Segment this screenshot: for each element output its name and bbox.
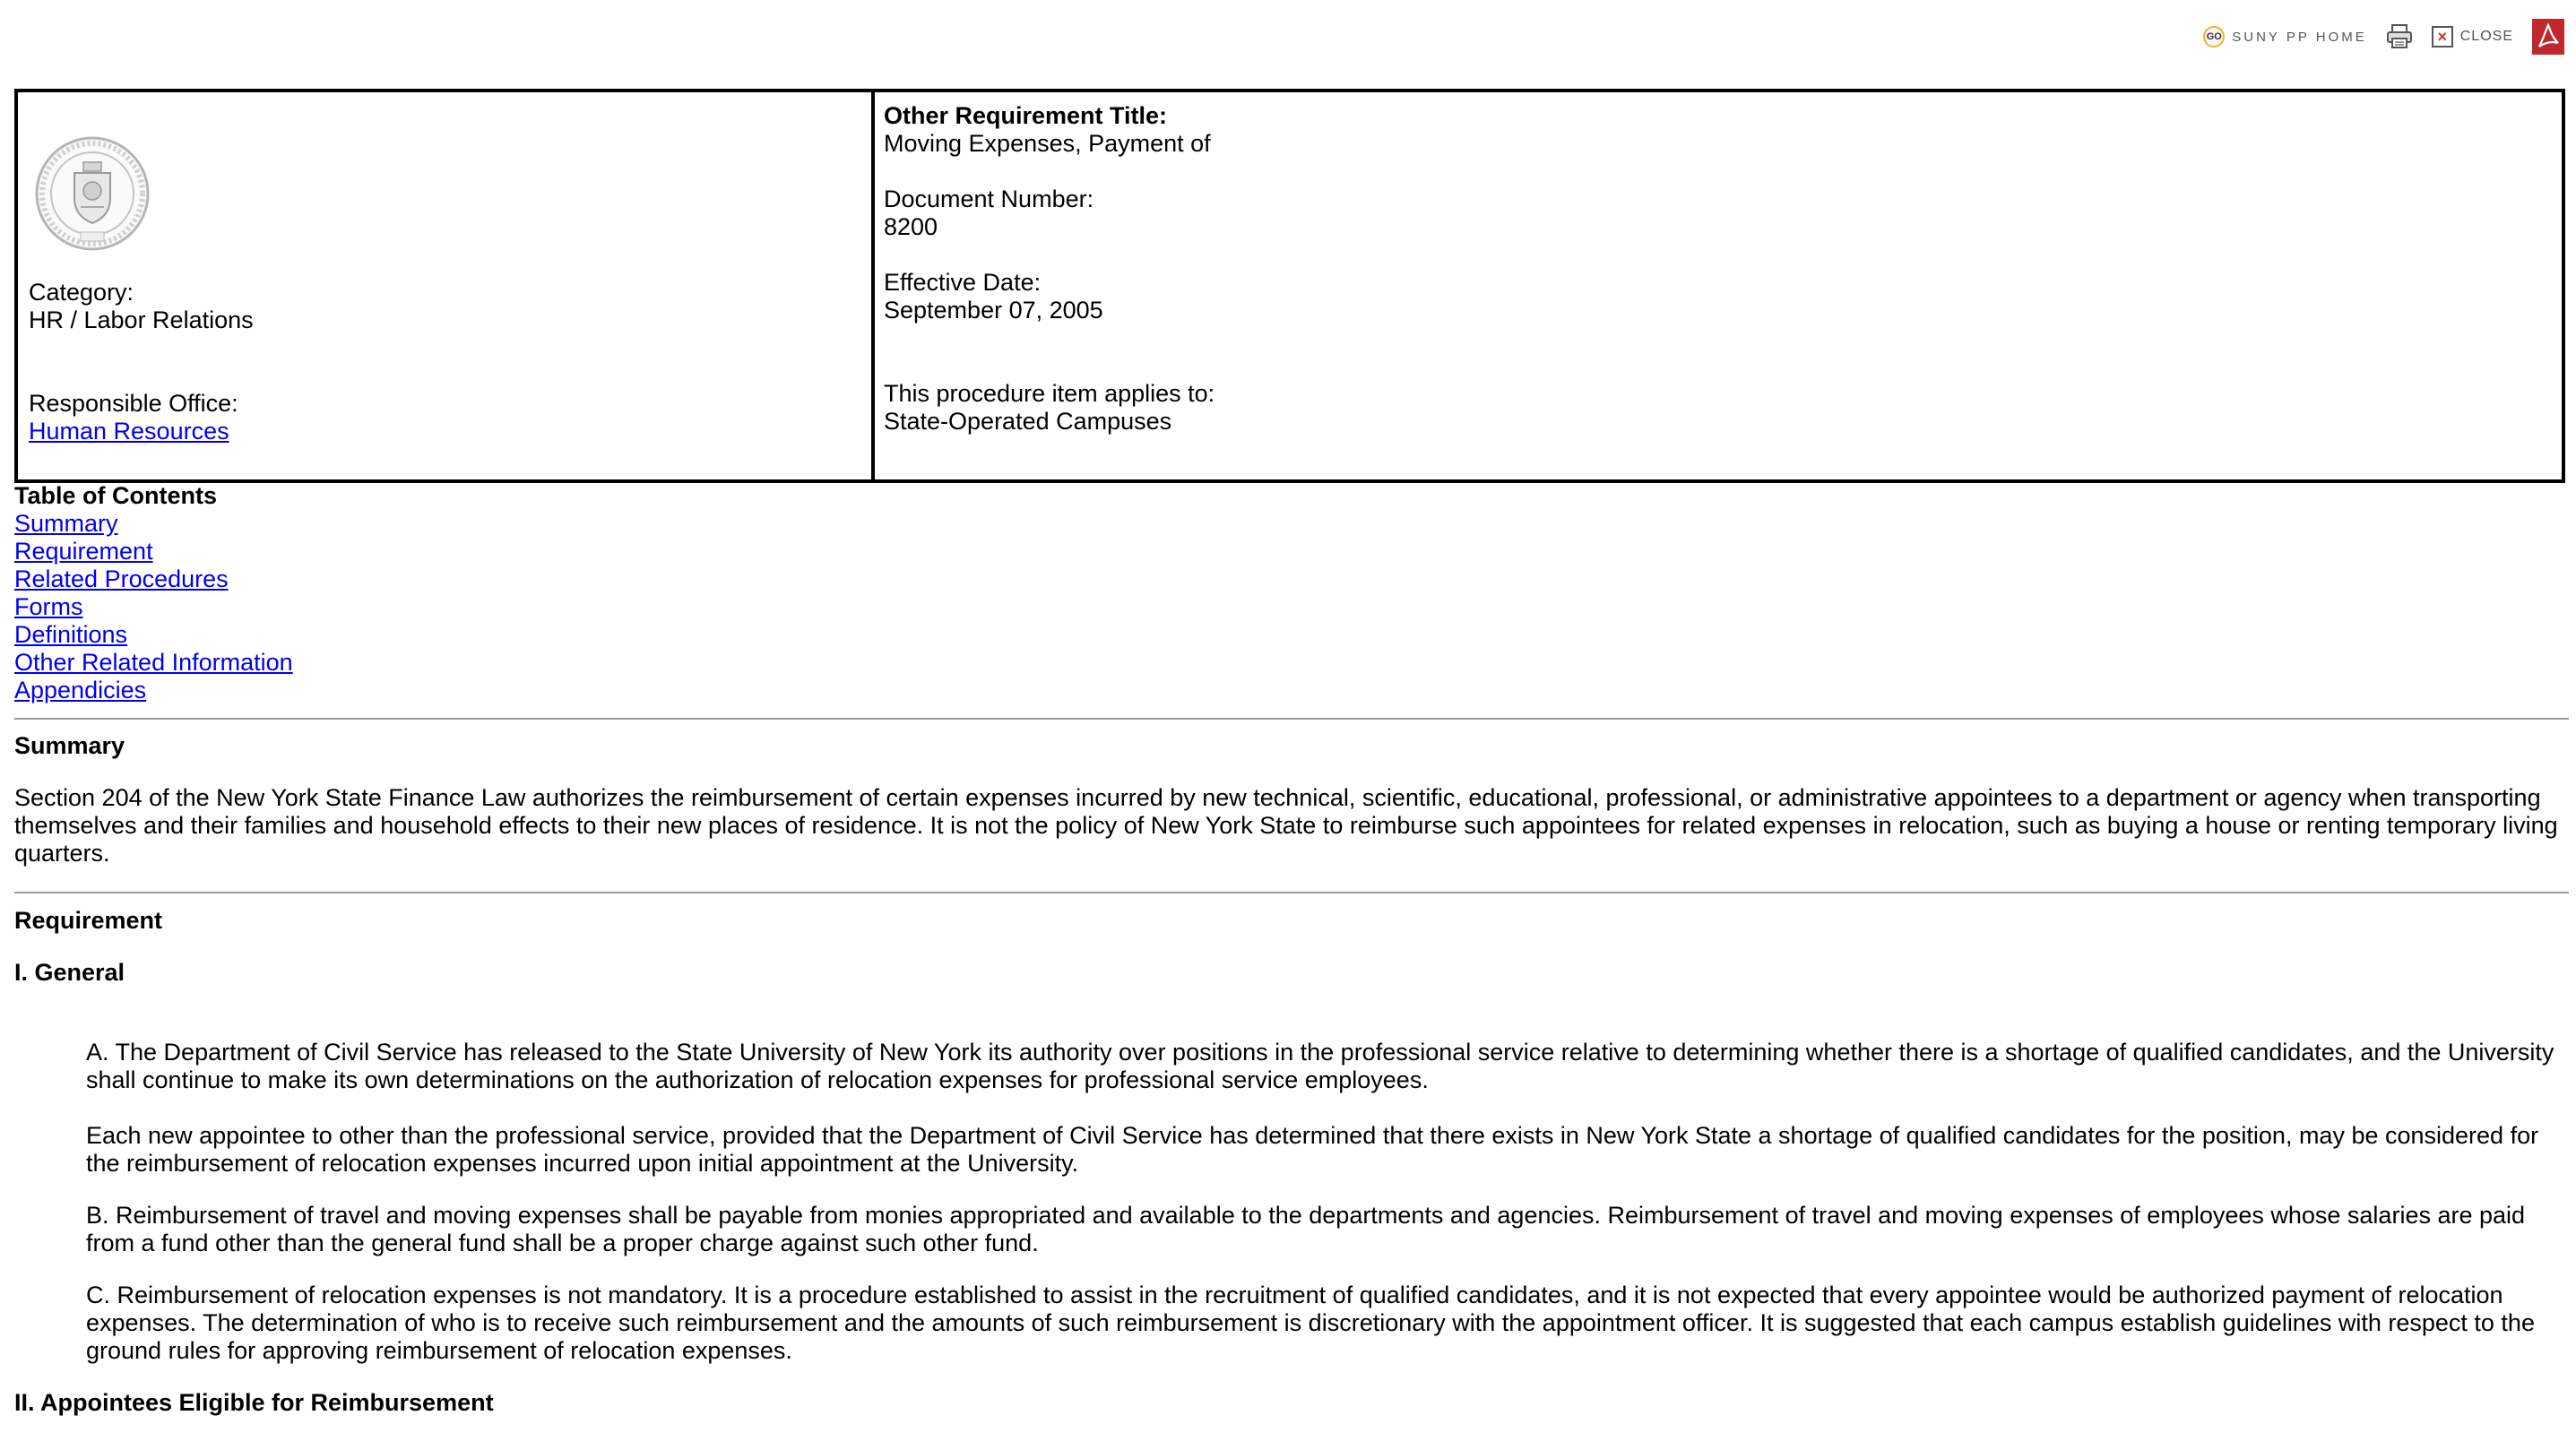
go-home-icon: GO xyxy=(2203,26,2225,47)
toc-link-related-procedures[interactable]: Related Procedures xyxy=(14,565,229,592)
document-header-box xyxy=(14,89,2565,483)
toc-item xyxy=(14,677,2569,704)
effective-date-block xyxy=(884,269,1103,324)
top-toolbar xyxy=(2203,16,2565,57)
document-number-label: Document Number: xyxy=(884,186,1094,212)
title-block xyxy=(884,102,1211,158)
requirement-heading: Requirement xyxy=(14,907,163,934)
document-number-value: 8200 xyxy=(884,213,938,240)
suny-pp-home-button[interactable] xyxy=(2203,26,2366,47)
applies-to-label: This procedure item applies to: xyxy=(884,380,1215,407)
header-left-panel xyxy=(18,92,875,479)
category-label: Category: xyxy=(29,279,134,306)
close-icon: × xyxy=(2432,26,2453,47)
close-label: CLOSE xyxy=(2459,29,2513,44)
header-right-panel xyxy=(875,92,2562,479)
document-number-block xyxy=(884,186,1094,241)
printer-icon xyxy=(2385,23,2414,50)
toc-item xyxy=(14,538,2569,565)
general-heading: I. General xyxy=(14,959,125,986)
document-body xyxy=(14,482,2569,1417)
effective-date-value: September 07, 2005 xyxy=(884,297,1103,324)
toc-item xyxy=(14,510,2569,538)
pdf-button[interactable] xyxy=(2531,18,2565,56)
toc-link-summary[interactable]: Summary xyxy=(14,510,118,537)
toc-link-requirement[interactable]: Requirement xyxy=(14,538,153,565)
toc-link-definitions[interactable]: Definitions xyxy=(14,621,128,648)
toc-link-appendicies[interactable]: Appendicies xyxy=(14,677,147,703)
toc-item xyxy=(14,593,2569,621)
summary-text: Section 204 of the New York State Finance Law authorizes the reimbursement of certain expenses incurred by new technical, scientific, educational, professional, or administrative appointees to a department or agency when transporting themselves and their families and household effects to their new places of residence. It is not the policy of New York State to reimburse such appointees for related expenses in relocation, such as buying a house or renting temporary living quarters. xyxy=(14,784,2558,867)
responsible-office-label: Responsible Office: xyxy=(29,390,238,417)
toc-item xyxy=(14,649,2569,677)
human-resources-link[interactable]: Human Resources xyxy=(29,418,229,444)
title-value: Moving Expenses, Payment of xyxy=(884,130,1211,157)
title-label: Other Requirement Title: xyxy=(884,102,1168,129)
requirement-para-c: C. Reimbursement of relocation expenses is not mandatory. It is a procedure established to assist in the recruitment of qualified candidates, and it is not expected that every appointee would be authorized payment of relocation expenses. The determination of who is to receive such reimbursement and the amounts of such reimbursement is discretionary with the appointment officer. It is suggested that each campus establish guidelines with respect to the ground rules for approving reimbursement of relocation expenses. xyxy=(86,1282,2535,1364)
home-label: SUNY PP HOME xyxy=(2232,29,2367,45)
toc-link-other-related-information[interactable]: Other Related Information xyxy=(14,649,293,676)
responsible-office-block xyxy=(29,390,238,445)
suny-seal-logo xyxy=(34,135,151,252)
toc-item xyxy=(14,621,2569,649)
category-value: HR / Labor Relations xyxy=(29,306,254,333)
summary-heading: Summary xyxy=(14,732,125,759)
requirement-para-a-continued: Each new appointee to other than the professional service, provided that the Department of Civil Service has determined that there exists in New York State a shortage of qualified candidates for the position, may be considered for the reimbursement of relocation expenses incurred upon initial appointment at the University. xyxy=(86,1122,2539,1177)
print-button[interactable] xyxy=(2385,23,2414,50)
section-divider xyxy=(14,892,2569,893)
requirement-para-b: B. Reimbursement of travel and moving expenses shall be payable from monies appropriated and available to the departments and agencies. Reimbursement of travel and moving expenses of employees whose salaries are paid from a fund other than the general fund shall be a proper charge against such other fund. xyxy=(86,1202,2526,1256)
toc-title: Table of Contents xyxy=(14,482,217,509)
table-of-contents xyxy=(14,510,2569,704)
pdf-icon xyxy=(2531,18,2565,56)
appointees-eligible-heading: II. Appointees Eligible for Reimbursement xyxy=(14,1389,494,1416)
toc-item xyxy=(14,565,2569,593)
toc-link-forms[interactable]: Forms xyxy=(14,593,83,620)
section-divider xyxy=(14,718,2569,720)
applies-to-value: State-Operated Campuses xyxy=(884,408,1172,435)
close-button[interactable] xyxy=(2432,26,2513,47)
requirement-para-a: A. The Department of Civil Service has released to the State University of New York its authority over positions in the professional service relative to determining whether there is a shortage of qualified candidates, and the University shall continue to make its own determinations on the authorization of relocation expenses for professional service employees. xyxy=(86,1039,2554,1093)
category-block xyxy=(29,279,254,334)
applies-to-block xyxy=(884,380,1215,436)
effective-date-label: Effective Date: xyxy=(884,269,1042,296)
